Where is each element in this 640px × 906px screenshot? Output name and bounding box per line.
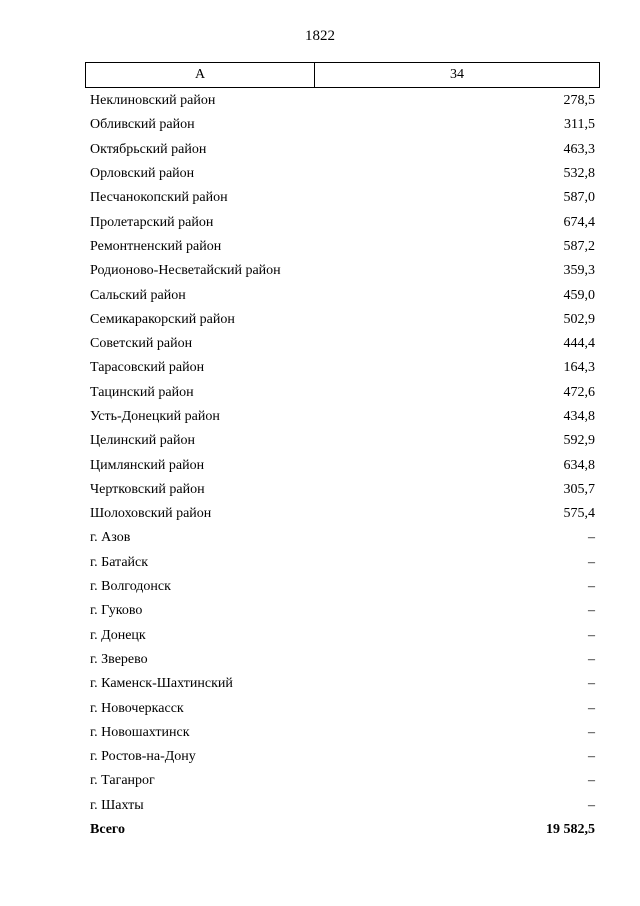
row-name: Неклиновский район (90, 93, 216, 109)
table-row (85, 721, 600, 745)
row-value: 359,3 (563, 263, 595, 279)
table-body (85, 89, 600, 842)
table-row (85, 453, 600, 477)
table-row (85, 405, 600, 429)
row-name: Родионово-Несветайский район (90, 263, 281, 279)
table-row (85, 186, 600, 210)
total-row (85, 818, 600, 842)
row-value: – (588, 530, 595, 546)
table-row (85, 283, 600, 307)
row-value: 587,0 (563, 190, 595, 206)
row-name: г. Таганрог (90, 773, 155, 789)
row-value: 592,9 (563, 433, 595, 449)
table-row (85, 210, 600, 234)
table-row (85, 429, 600, 453)
row-name: Усть-Донецкий район (90, 409, 220, 424)
row-name: г. Волгодонск (90, 579, 171, 595)
row-value: 634,8 (563, 457, 595, 473)
row-name: Целинский район (90, 433, 195, 449)
row-value: – (588, 773, 595, 789)
row-name: г. Новошахтинск (90, 724, 190, 740)
table-row (85, 648, 600, 672)
table-row (85, 259, 600, 283)
row-value: 575,4 (563, 506, 595, 522)
row-name: Ремонтненский район (90, 238, 222, 254)
table-row (85, 696, 600, 720)
row-value: – (588, 797, 595, 813)
row-value: 674,4 (563, 214, 595, 230)
row-value: 459,0 (563, 287, 595, 303)
row-value: 311,5 (564, 117, 595, 133)
row-value: – (588, 579, 595, 595)
row-value: 444,4 (563, 336, 595, 352)
table-row (85, 381, 600, 405)
row-value: – (588, 749, 595, 765)
total-label: Всего (90, 822, 125, 838)
header-col-a: А (86, 63, 315, 88)
total-value: 19 582,5 (546, 822, 595, 838)
row-value: – (588, 651, 595, 667)
row-value: 532,8 (563, 166, 595, 182)
table-row (85, 332, 600, 356)
row-value: 587,2 (563, 238, 595, 254)
table-row (85, 113, 600, 137)
row-name: г. Батайск (90, 554, 149, 570)
table-row (85, 551, 600, 575)
row-name: Пролетарский район (90, 214, 214, 230)
row-name: Орловский район (90, 166, 195, 182)
row-name: г. Зверево (90, 651, 148, 667)
row-value: – (588, 676, 595, 692)
header-col-b: 34 (315, 63, 600, 88)
row-name: г. Гуково (90, 603, 143, 619)
row-value: – (588, 627, 595, 643)
table-row (85, 502, 600, 526)
table-row (85, 162, 600, 186)
table-row (85, 235, 600, 259)
row-value: 278,5 (563, 93, 595, 109)
page-number: 1822 (305, 28, 335, 44)
row-name: г. Новочеркасск (90, 700, 184, 716)
row-value: 463,3 (563, 141, 595, 157)
table-row (85, 308, 600, 332)
row-name: г. Ростов-на-Дону (90, 749, 196, 765)
row-name: г. Донецк (90, 627, 146, 643)
table-row (85, 624, 600, 648)
table-row (85, 575, 600, 599)
row-name: г. Шахты (90, 797, 144, 813)
row-name: Обливский район (90, 117, 195, 133)
row-name: Шолоховский район (90, 506, 212, 522)
table-row (85, 89, 600, 113)
table-row (85, 478, 600, 502)
table-row (85, 672, 600, 696)
row-name: Тацинский район (90, 384, 194, 400)
row-name: Советский район (90, 336, 193, 352)
row-name: г. Азов (90, 530, 131, 546)
table-row (85, 794, 600, 818)
row-name: Сальский район (90, 287, 186, 303)
row-name: г. Каменск-Шахтинский (90, 676, 233, 692)
row-value: – (588, 603, 595, 619)
row-name: Октябрьский район (90, 141, 207, 157)
row-value: 434,8 (563, 409, 595, 424)
table-row (85, 769, 600, 793)
row-name: Цимлянский район (90, 457, 205, 473)
row-value: – (588, 724, 595, 740)
row-value: – (588, 554, 595, 570)
row-name: Песчанокопский район (90, 190, 228, 206)
row-value: 472,6 (563, 384, 595, 400)
table-row (85, 356, 600, 380)
row-name: Тарасовский район (90, 360, 205, 376)
row-value: 305,7 (563, 481, 595, 497)
table-row (85, 599, 600, 623)
table-row (85, 526, 600, 550)
row-value: – (588, 700, 595, 716)
row-name: Чертковский район (90, 481, 205, 497)
row-name: Семикаракорский район (90, 311, 235, 327)
table-header (85, 62, 600, 88)
row-value: 502,9 (563, 311, 595, 327)
row-value: 164,3 (563, 360, 595, 376)
table-row (85, 745, 600, 769)
table-row (85, 138, 600, 162)
